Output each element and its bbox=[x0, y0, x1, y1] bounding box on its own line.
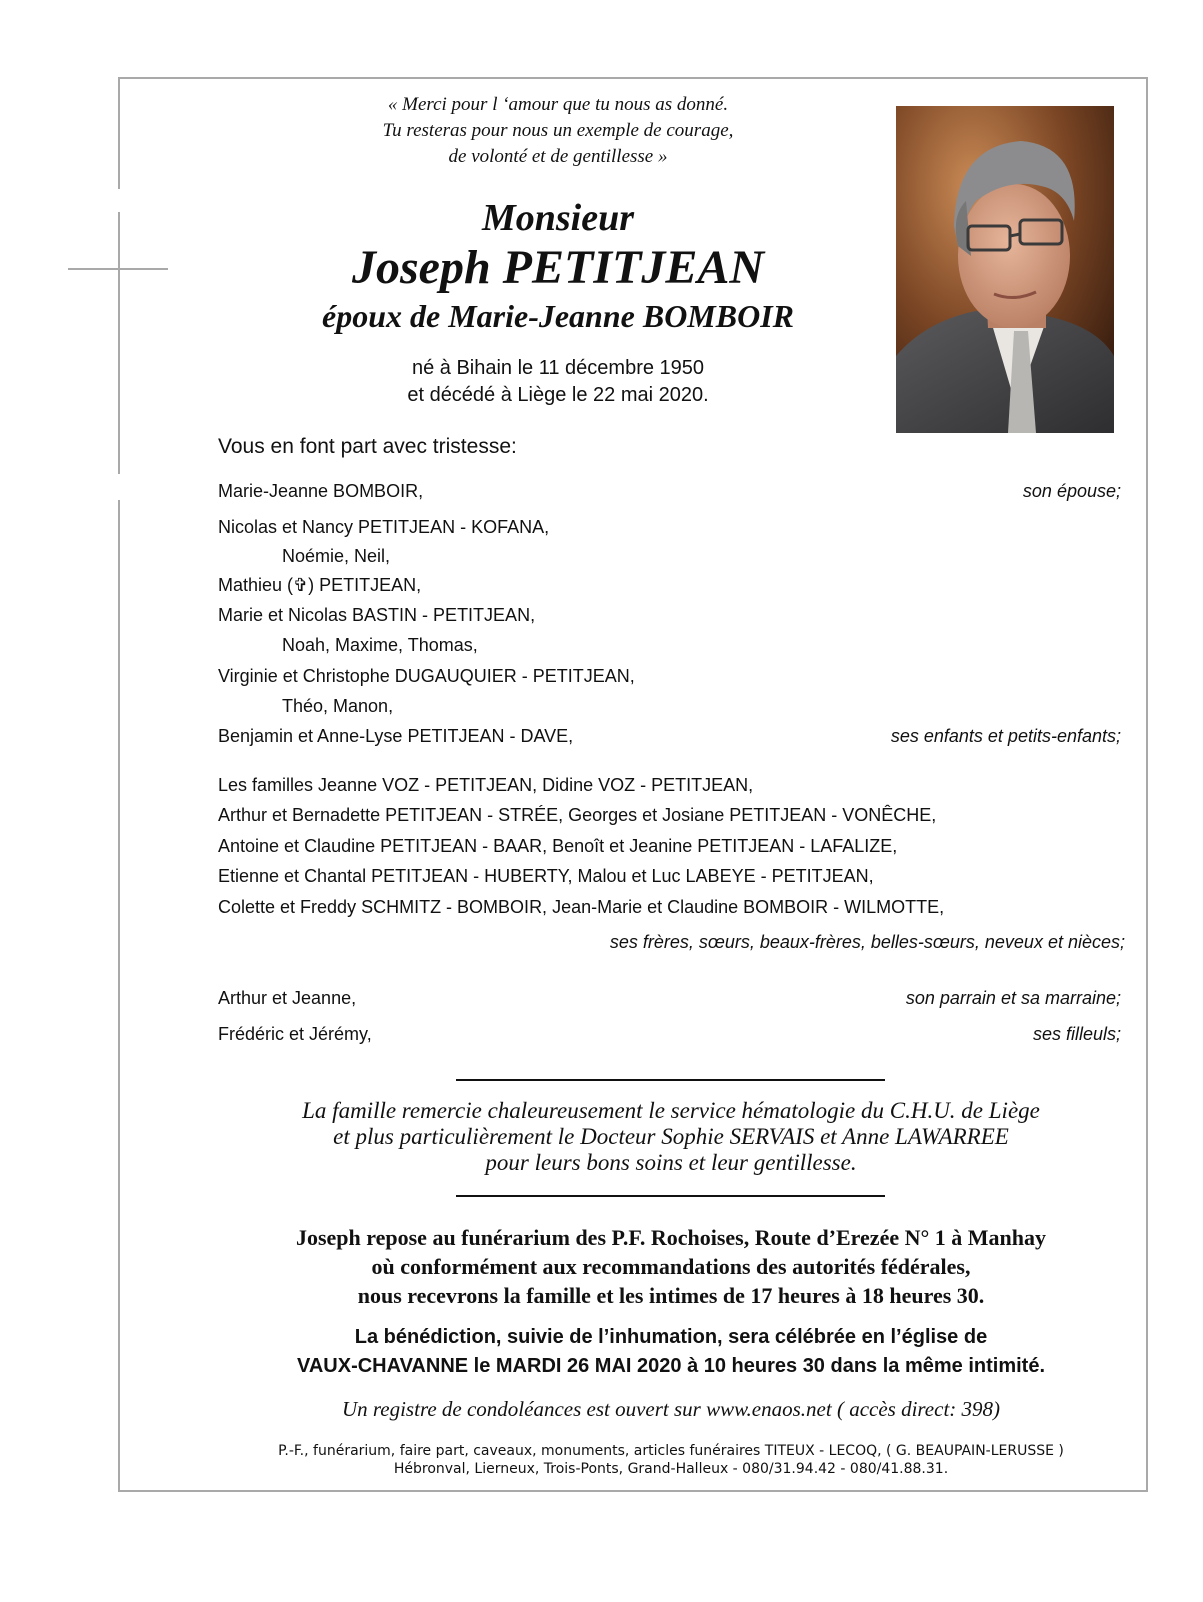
family-line: Noémie, Neil, bbox=[282, 546, 391, 566]
families-role: ses frères, sœurs, beaux-frères, belles-sœurs, neveux et nièces; bbox=[609, 932, 1125, 952]
frame-border-left bbox=[118, 500, 120, 1492]
portrait-photo bbox=[896, 106, 1114, 433]
frame-border-top bbox=[118, 77, 1148, 79]
family-line: Virginie et Christophe DUGAUQUIER - PETITJEAN, bbox=[218, 666, 635, 686]
epigraph-quote bbox=[318, 92, 798, 170]
deceased-name: Joseph PETITJEAN bbox=[351, 241, 765, 294]
godparents-role: son parrain et sa marraine; bbox=[905, 988, 1121, 1008]
funeral-home-footer bbox=[200, 1442, 1142, 1478]
family-line: Les familles Jeanne VOZ - PETITJEAN, Didine VOZ - PETITJEAN, bbox=[218, 775, 754, 795]
footer-line: P.-F., funérarium, faire part, caveaux, monuments, articles funéraires TITEUX - LECOQ, ( G. BEAUPAIN-LERUSSE ) bbox=[278, 1443, 1064, 1459]
divider-rule bbox=[456, 1079, 885, 1081]
birth-death-dates bbox=[318, 355, 798, 409]
visitation-line: nous recevrons la famille et les intimes de 17 heures à 18 heures 30. bbox=[357, 1283, 985, 1308]
civility: Monsieur bbox=[481, 197, 635, 239]
family-line: Antoine et Claudine PETITJEAN - BAAR, Benoît et Jeanine PETITJEAN - LAFALIZE, bbox=[218, 836, 898, 856]
godchildren-role: ses filleuls; bbox=[1032, 1024, 1121, 1044]
visitation-line: où conformément aux recommandations des autorités fédérales, bbox=[371, 1254, 971, 1279]
thanks-line: et plus particulièrement le Docteur Sophie SERVAIS et Anne LAWARREE bbox=[333, 1124, 1009, 1149]
cross-icon bbox=[68, 268, 168, 270]
thanks-line: La famille remercie chaleureusement le service hématologie du C.H.U. de Liège bbox=[302, 1098, 1040, 1123]
family-line: Benjamin et Anne-Lyse PETITJEAN - DAVE, bbox=[218, 726, 574, 746]
spouse-role: son épouse; bbox=[1022, 481, 1121, 501]
family-line: Nicolas et Nancy PETITJEAN - KOFANA, bbox=[218, 517, 550, 537]
family-line: Arthur et Bernadette PETITJEAN - STRÉE, Georges et Josiane PETITJEAN - VONÊCHE, bbox=[218, 805, 937, 825]
visitation-block bbox=[200, 1223, 1142, 1310]
godparents-name: Arthur et Jeanne, bbox=[218, 988, 357, 1008]
cross-upright-top bbox=[118, 77, 120, 189]
family-line: Noah, Maxime, Thomas, bbox=[282, 635, 478, 655]
spouse-line: époux de Marie-Jeanne BOMBOIR bbox=[321, 298, 794, 334]
family-line: Mathieu (✞) PETITJEAN, bbox=[218, 575, 422, 595]
visitation-line: Joseph repose au funérarium des P.F. Rochoises, Route d’Erezée N° 1 à Manhay bbox=[295, 1225, 1047, 1250]
quote-line: « Merci pour l ‘amour que tu nous as donné. bbox=[387, 94, 729, 115]
death-line: et décédé à Liège le 22 mai 2020. bbox=[407, 384, 709, 406]
frame-border-bottom bbox=[118, 1490, 1148, 1492]
quote-line: de volonté et de gentillesse » bbox=[448, 146, 668, 167]
family-line: Etienne et Chantal PETITJEAN - HUBERTY, Malou et Luc LABEYE - PETITJEAN, bbox=[218, 866, 874, 886]
quote-line: Tu resteras pour nous un exemple de courage, bbox=[382, 120, 734, 141]
birth-line: né à Bihain le 11 décembre 1950 bbox=[411, 357, 705, 379]
ceremony-block bbox=[200, 1323, 1142, 1381]
godchildren-name: Frédéric et Jérémy, bbox=[218, 1024, 372, 1044]
ceremony-line: VAUX-CHAVANNE le MARDI 26 MAI 2020 à 10 heures 30 dans la même intimité. bbox=[296, 1355, 1046, 1377]
footer-line: Hébronval, Lierneux, Trois-Ponts, Grand-Halleux - 080/31.94.42 - 080/41.88.31. bbox=[393, 1461, 949, 1477]
family-line: Théo, Manon, bbox=[282, 696, 394, 716]
children-role: ses enfants et petits-enfants; bbox=[890, 726, 1121, 746]
announcement-intro: Vous en font part avec tristesse: bbox=[218, 435, 517, 458]
divider-rule bbox=[456, 1195, 885, 1197]
thanks-block bbox=[218, 1098, 1124, 1176]
family-line: Marie et Nicolas BASTIN - PETITJEAN, bbox=[218, 605, 536, 625]
thanks-line: pour leurs bons soins et leur gentillesse. bbox=[485, 1150, 857, 1175]
ceremony-line: La bénédiction, suivie de l’inhumation, sera célébrée en l’église de bbox=[354, 1326, 988, 1348]
cross-upright-middle bbox=[118, 212, 120, 474]
family-line: Colette et Freddy SCHMITZ - BOMBOIR, Jean-Marie et Claudine BOMBOIR - WILMOTTE, bbox=[218, 897, 945, 917]
spouse-name: Marie-Jeanne BOMBOIR, bbox=[218, 481, 424, 501]
frame-border-right bbox=[1146, 77, 1148, 1492]
condolence-register: Un registre de condoléances est ouvert sur www.enaos.net ( accès direct: 398) bbox=[341, 1397, 1001, 1421]
